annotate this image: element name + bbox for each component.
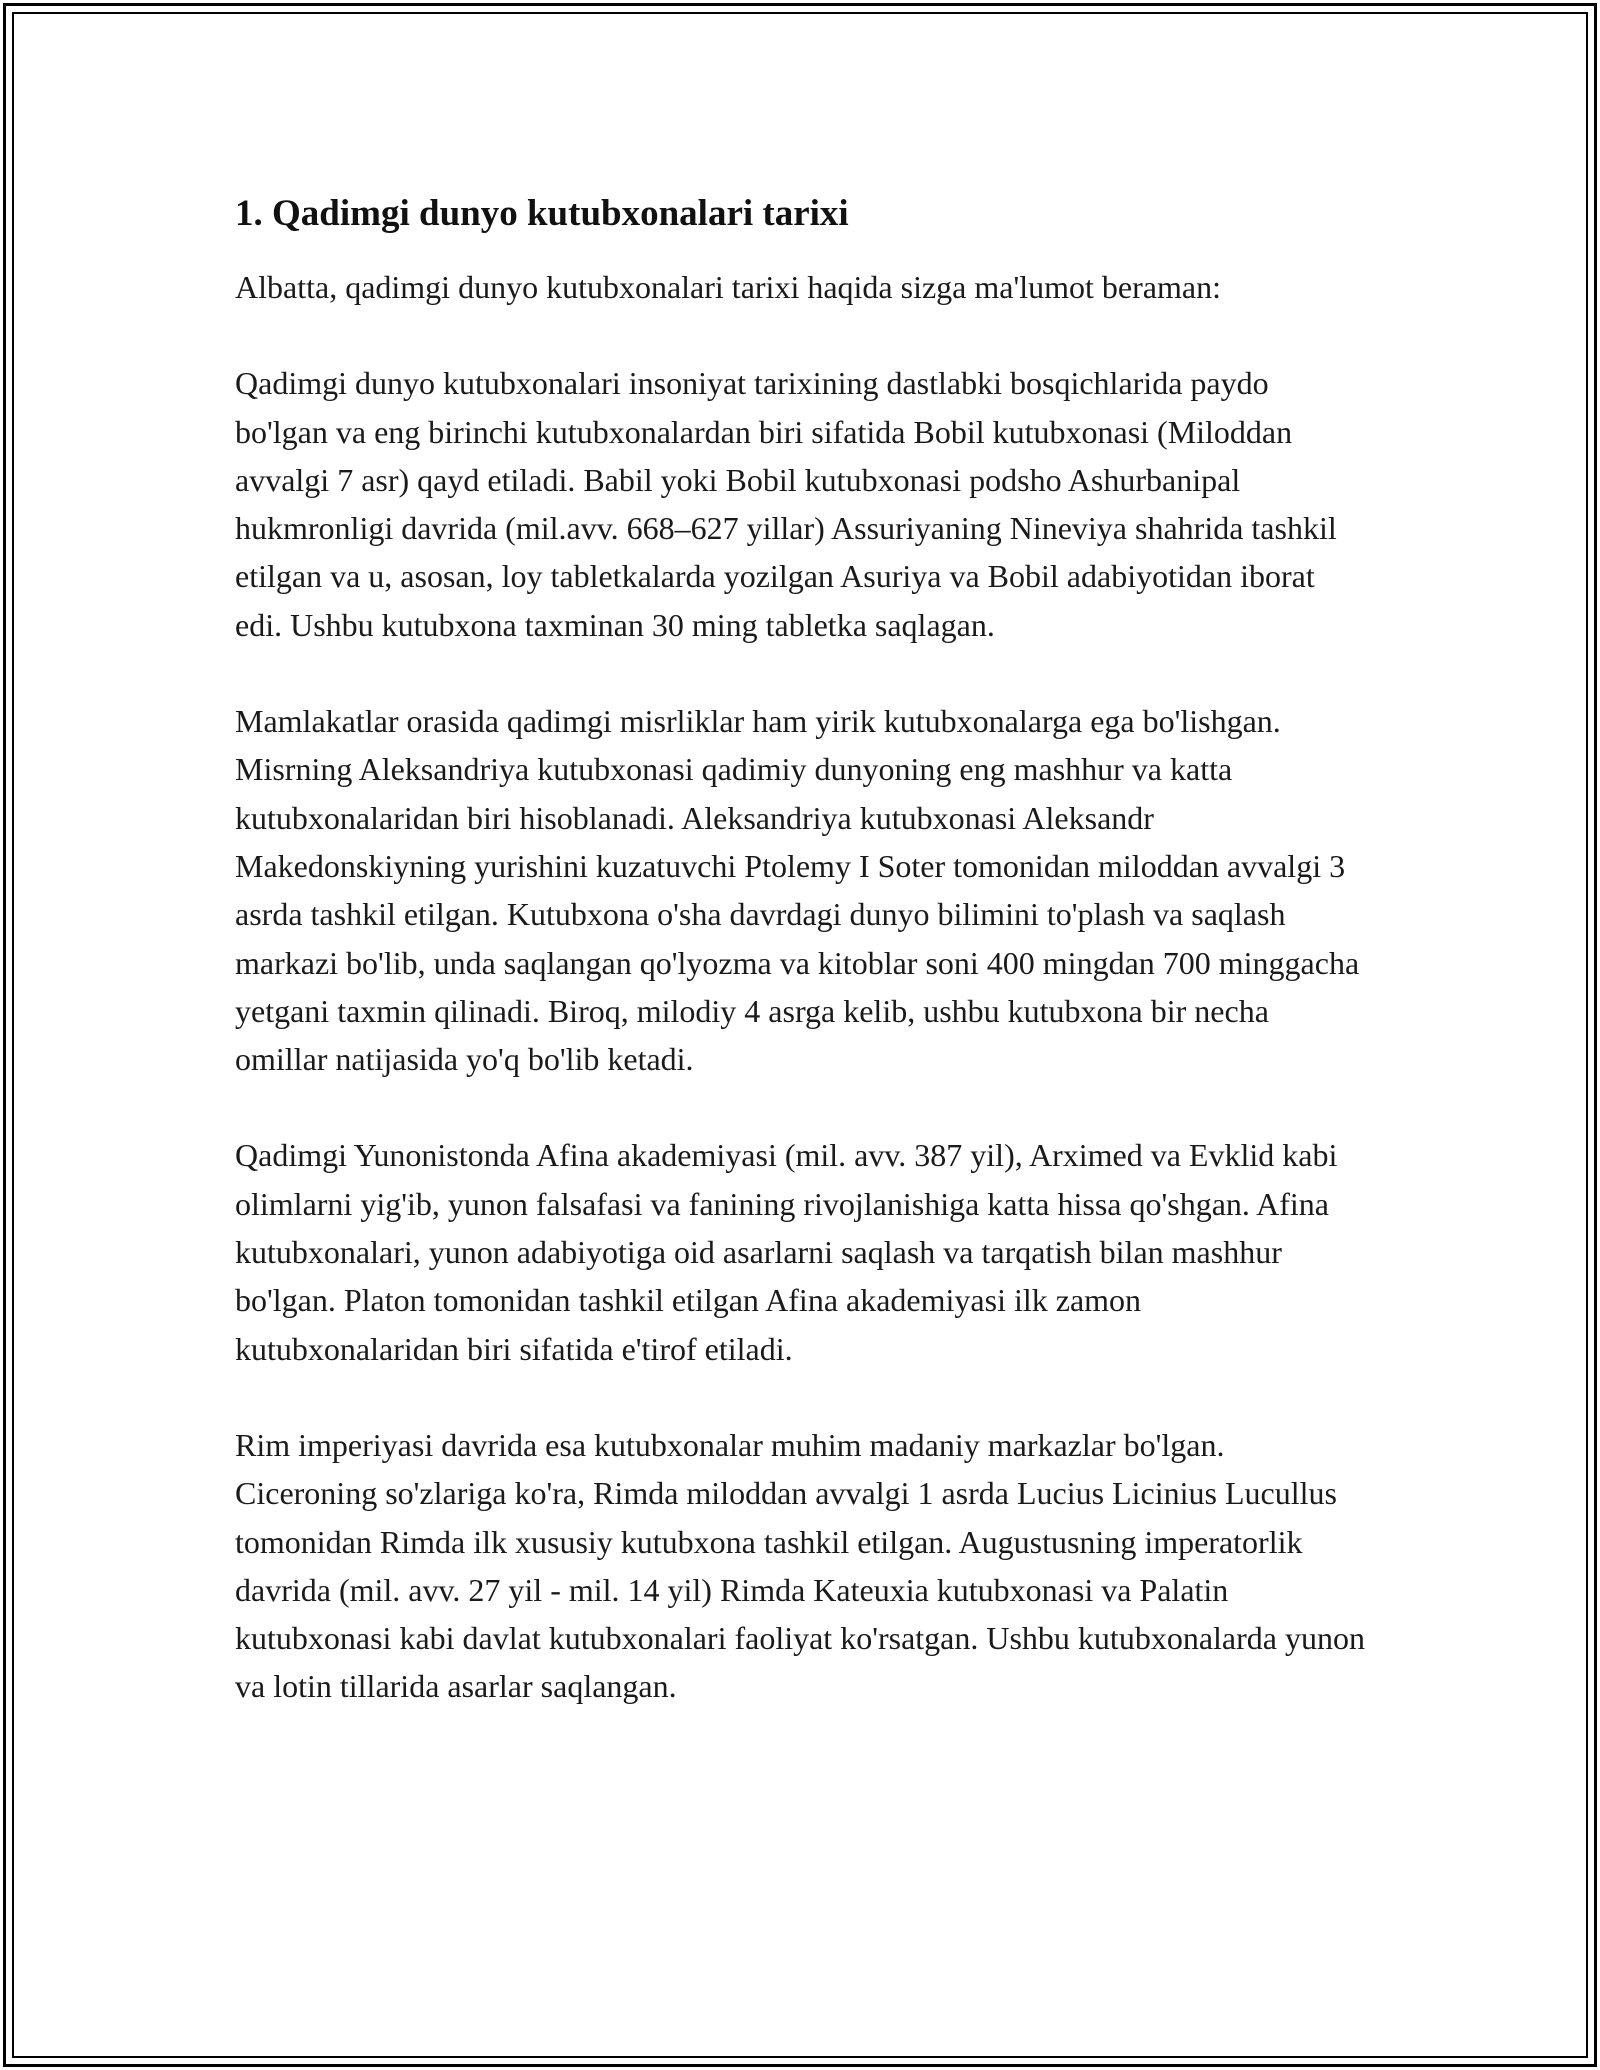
- paragraph-alexandria-library: Mamlakatlar orasida qadimgi misrliklar ham yirik kutubxonalarga ega bo'lishgan. Misrning Aleksandriya kutubxonasi qadimiy dunyoning eng mashhur va katta kutubxonalaridan biri hisoblanadi. Aleksandriya kutubxonasi Aleksandr Makedonskiyning yurishini kuzatuvchi Ptolemy I Soter tomonidan miloddan avvalgi 3 asrda tashkil etilgan. Kutubxona o'sha davrdagi dunyo bilimini to'plash va saqlash markazi bo'lib, unda saqlangan qo'lyozma va kitoblar soni 400 mingdan 700 minggacha yetgani taxmin qilinadi. Biroq, milodiy 4 asrga kelib, ushbu kutubxona bir necha omillar natijasida yo'q bo'lib ketadi.: [235, 703, 1360, 1078]
- paragraph-rome-libraries: Rim imperiyasi davrida esa kutubxonalar muhim madaniy markazlar bo'lgan. Ciceroning so'zlariga ko'ra, Rimda miloddan avvalgi 1 asrda Lucius Licinius Lucullus tomonidan Rimda ilk xususiy kutubxona tashkil etilgan. Augustusning imperatorlik davrida (mil. avv. 27 yil - mil. 14 yil) Rimda Kateuxia kutubxonasi va Palatin kutubxonasi kabi davlat kutubxonalari faoliyat ko'rsatgan. Ushbu kutubxonalarda yunon va lotin tillarida asarlar saqlangan.: [235, 1426, 1365, 1705]
- paragraph-athens-academy: Qadimgi Yunonistonda Afina akademiyasi (mil. avv. 387 yil), Arximed va Evklid kabi olimlarni yig'ib, yunon falsafasi va fanining rivojlanishiga katta hissa qo'shgan. Afina kutubxonalari, yunon adabiyotiga oid asarlarni saqlash va tarqatish bilan mashhur bo'lgan. Platon tomonidan tashkil etilgan Afina akademiyasi ilk zamon kutubxonalaridan biri sifatida e'tirof etiladi.: [235, 1137, 1338, 1367]
- paragraph-babylon-library: Qadimgi dunyo kutubxonalari insoniyat tarixining dastlabki bosqichlarida paydo bo'lgan va eng birinchi kutubxonalardan biri sifatida Bobil kutubxonasi (Miloddan avvalgi 7 asr) qayd etiladi. Babil yoki Bobil kutubxonasi podsho Ashurbanipal hukmronligi davrida (mil.avv. 668–627 yillar) Assuriyaning Nineviya shahrida tashkil etilgan va u, asosan, loy tabletkalarda yozilgan Asuriya va Bobil adabiyotidan iborat edi. Ushbu kutubxona taxminan 30 ming tabletka saqlagan.: [235, 365, 1337, 643]
- intro-paragraph: Albatta, qadimgi dunyo kutubxonalari tarixi haqida sizga ma'lumot beraman:: [235, 269, 1221, 305]
- document-title: 1. Qadimgi dunyo kutubxonalari tarixi: [235, 193, 849, 234]
- document-body: [235, 185, 1365, 1759]
